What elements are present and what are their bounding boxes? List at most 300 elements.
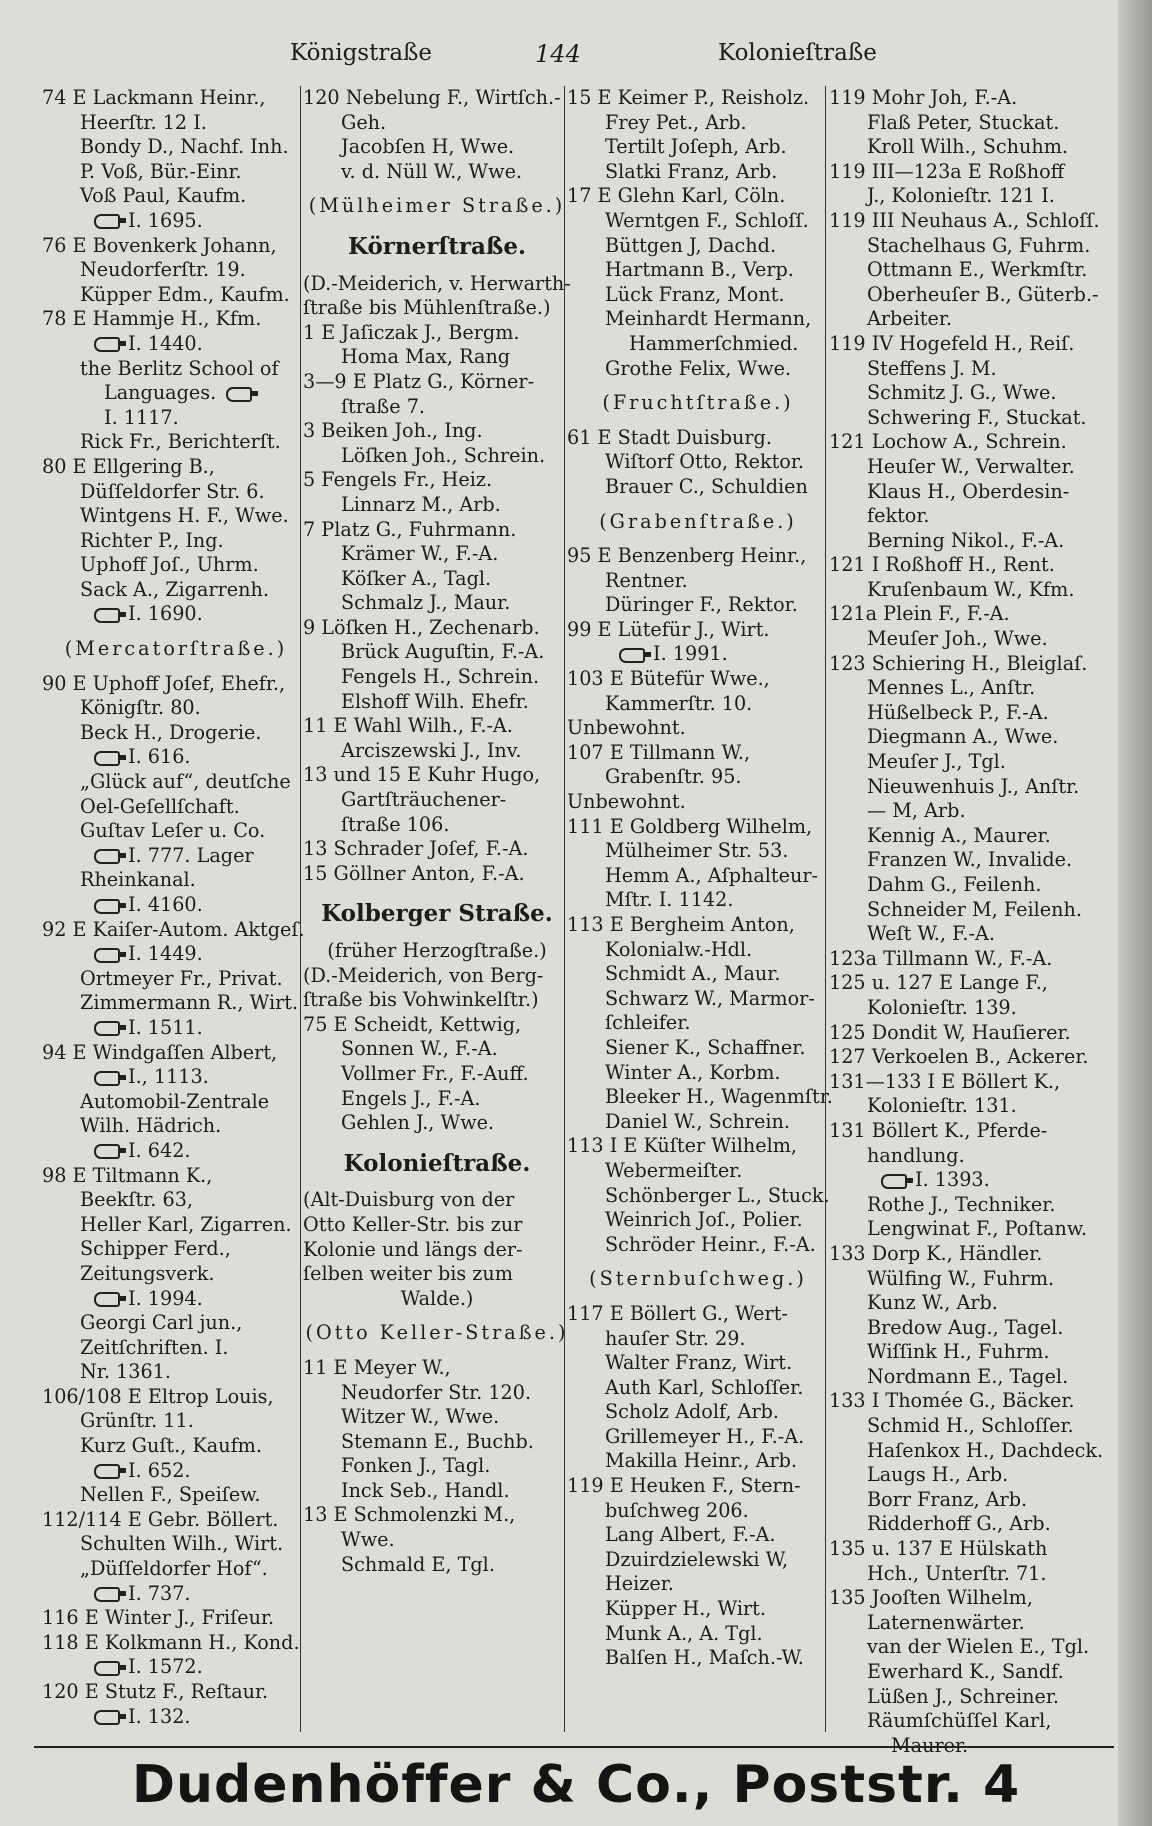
directory-entry (567, 475, 829, 500)
telephone-icon (94, 1021, 120, 1036)
directory-entry (567, 1184, 829, 1209)
entry-text: Kurz Guſt., Kaufm. (80, 1434, 262, 1458)
entry-text: Bredow Aug., Tagel. (867, 1315, 1064, 1339)
entry-text: Gehlen J., Wwe. (341, 1111, 495, 1135)
entry-text: Kolonie und längs der- (303, 1237, 523, 1261)
entry-text: Zeitungsverk. (80, 1261, 215, 1285)
footer-divider (34, 1746, 1114, 1748)
entry-text: Siener K., Schaffner. (605, 1035, 806, 1059)
entry-text: I. 1994. (128, 1286, 203, 1310)
entry-text: Meinhardt Hermann, (605, 307, 812, 331)
directory-entry (567, 1597, 829, 1622)
directory-entry (42, 480, 310, 505)
entry-text: Lück Franz, Mont. (605, 282, 785, 306)
directory-entry (303, 542, 571, 567)
directory-entry (567, 332, 829, 357)
directory-entry (829, 676, 1105, 701)
directory-entry (567, 1523, 829, 1548)
entry-text: Königſtr. 80. (80, 696, 201, 720)
entry-text: 3—9 E Platz G., Körner- (303, 369, 535, 393)
entry-text: Schmidt A., Maur. (605, 962, 781, 986)
directory-entry (303, 813, 571, 838)
entry-text: hauſer Str. 29. (605, 1326, 746, 1350)
directory-entry (303, 1111, 571, 1136)
street-heading (303, 232, 571, 260)
directory-entry (42, 1409, 310, 1434)
entry-text: Kroll Wilh., Schuhm. (867, 135, 1069, 159)
directory-entry (303, 1287, 571, 1312)
entry-text: Rick Fr., Berichterſt. (80, 430, 281, 454)
directory-entry (42, 991, 310, 1016)
entry-text: I. 4160. (128, 893, 203, 916)
entry-text: Hüßelbeck P., F.-A. (867, 700, 1049, 724)
directory-entry (567, 209, 829, 234)
entry-text: Schröder Heinr., F.-A. (605, 1232, 816, 1256)
directory-entry (42, 1582, 310, 1607)
directory-entry (303, 518, 571, 543)
directory-entry (303, 444, 571, 469)
directory-entry (42, 1680, 310, 1705)
directory-entry (829, 160, 1105, 185)
directory-entry (829, 283, 1105, 308)
entry-text: 119 IV Hogefeld H., Reiſ. (829, 331, 1075, 355)
entry-text: Fonken J., Tagl. (341, 1454, 491, 1478)
directory-entry (567, 426, 829, 451)
directory-entry (567, 1376, 829, 1401)
directory-entry (42, 1557, 310, 1582)
column-2 (303, 86, 571, 1736)
entry-text: (Sternbuſchweg.) (589, 1267, 807, 1291)
directory-entry (829, 86, 1105, 111)
directory-entry (567, 307, 829, 332)
entry-text: 90 E Uphoff Joſef, Ehefr., (42, 671, 286, 695)
entry-text: Düſſeldorfer Str. 6. (80, 479, 265, 503)
directory-entry (829, 1463, 1105, 1488)
directory-entry (567, 987, 829, 1012)
directory-entry (303, 111, 571, 136)
directory-entry (829, 332, 1105, 357)
telephone-icon (94, 1464, 120, 1479)
entry-text: Franzen W., Invalide. (867, 848, 1073, 872)
directory-entry (567, 716, 829, 741)
directory-entry (829, 750, 1105, 775)
directory-entry (829, 1709, 1105, 1734)
cross-street-note (567, 1267, 829, 1292)
directory-entry (829, 209, 1105, 234)
entry-text: Sonnen W., F.-A. (341, 1037, 498, 1061)
entry-text: Löſken Joh., Schrein. (341, 443, 546, 467)
directory-entry (829, 234, 1105, 259)
directory-entry (42, 1459, 310, 1484)
entry-text: ſchleifer. (605, 1011, 691, 1035)
entry-text: 123 Schiering H., Bleiglaſ. (829, 651, 1088, 675)
directory-entry (829, 947, 1105, 972)
entry-text: Kennig A., Maurer. (867, 823, 1051, 847)
entry-text: Kolonieſtr. 139. (867, 995, 1017, 1019)
entry-text: Languages. (104, 381, 217, 405)
directory-entry (303, 321, 571, 346)
telephone-icon (881, 1174, 907, 1189)
telephone-icon (94, 608, 120, 623)
directory-entry (829, 971, 1105, 996)
entry-text: I., 1113. (128, 1065, 209, 1089)
entry-text: 106/108 E Eltrop Louis, (42, 1384, 274, 1408)
directory-entry (829, 578, 1105, 603)
entry-text: Witzer W., Wwe. (341, 1405, 500, 1429)
directory-entry (567, 184, 829, 209)
directory-entry (567, 962, 829, 987)
directory-entry (42, 1705, 310, 1730)
directory-entry (567, 86, 829, 111)
directory-entry (42, 430, 310, 455)
directory-entry (829, 553, 1105, 578)
directory-entry (829, 480, 1105, 505)
directory-entry (829, 357, 1105, 382)
directory-entry (829, 1094, 1105, 1119)
entry-text: (D.-Meiderich, von Berg- (303, 963, 544, 987)
directory-entry (42, 1434, 310, 1459)
entry-text: Laternenwärter. (867, 1610, 1025, 1634)
entry-text: Maurer. (891, 1733, 969, 1757)
entry-text: Zimmermann R., Wirt. (80, 991, 299, 1015)
directory-entry (303, 370, 571, 395)
entry-text: Räumſchüſſel Karl, (867, 1709, 1052, 1733)
entry-text: 17 E Glehn Karl, Cöln. (567, 184, 786, 208)
entry-text: Uphoff Joſ., Uhrm. (80, 553, 259, 577)
entry-text: 121a Plein F., F.-A. (829, 602, 1010, 626)
directory-entry (567, 1622, 829, 1647)
entry-text: Schneider M, Feilenh. (867, 897, 1082, 921)
directory-entry (303, 788, 571, 813)
entry-text: Hammerſchmied. (629, 331, 799, 355)
entry-text: I. 1440. (128, 331, 203, 355)
entry-text: Kammerſtr. 10. (605, 691, 753, 715)
directory-entry (829, 1685, 1105, 1710)
entry-text: 15 Göllner Anton, F.-A. (303, 861, 525, 885)
directory-entry (42, 160, 310, 185)
directory-entry (42, 1016, 310, 1041)
directory-entry (42, 234, 310, 259)
directory-entry (303, 964, 571, 989)
entry-text: Otto Keller-Str. bis zur (303, 1212, 523, 1236)
directory-entry (303, 345, 571, 370)
entry-text: Vollmer Fr., F.-Auff. (341, 1061, 529, 1085)
page-number: 144 (535, 40, 581, 68)
entry-text: Grünſtr. 11. (80, 1409, 194, 1433)
directory-entry (567, 692, 829, 717)
directory-entry (303, 419, 571, 444)
entry-text: 113 E Bergheim Anton, (567, 913, 795, 936)
directory-entry (829, 627, 1105, 652)
entry-text: Munk A., A. Tgl. (605, 1621, 763, 1645)
entry-text: 74 E Lackmann Heinr., (42, 86, 266, 109)
entry-text: Unbewohnt. (567, 716, 686, 740)
entry-text: Guſtav Leſer u. Co. (80, 819, 266, 843)
directory-entry (303, 616, 571, 641)
entry-text: I. 1695. (128, 208, 203, 232)
directory-entry (567, 790, 829, 815)
entry-text: 131—133 I E Böllert K., (829, 1069, 1061, 1093)
directory-entry (829, 135, 1105, 160)
directory-entry (829, 873, 1105, 898)
directory-entry (42, 1631, 310, 1656)
entry-text: 95 E Benzenberg Heinr., (567, 544, 807, 568)
directory-entry (42, 307, 310, 332)
entry-text: Hch., Unterſtr. 71. (867, 1561, 1047, 1585)
entry-text: Büttgen J, Dachd. (605, 233, 777, 257)
directory-entry (567, 1233, 829, 1258)
directory-entry (303, 1087, 571, 1112)
entry-text: 98 E Tiltmann K., (42, 1163, 213, 1187)
entry-text: I. 737. (128, 1581, 191, 1605)
entry-text: ſtraße 106. (341, 812, 450, 836)
cross-street-note (567, 510, 829, 535)
directory-entry (42, 1114, 310, 1139)
directory-entry (567, 1011, 829, 1036)
entry-text: ſtraße 7. (341, 394, 426, 418)
entry-text: Ortmeyer Fr., Privat. (80, 966, 283, 990)
entry-text: Walter Franz, Wirt. (605, 1351, 793, 1375)
entry-text: (Fruchtſtraße.) (602, 391, 794, 415)
street-heading (303, 902, 571, 927)
directory-entry (303, 1528, 571, 1553)
entry-text: Linnarz M., Arb. (341, 492, 501, 516)
directory-entry (42, 209, 310, 234)
entry-text: „Düſſeldorfer Hof“. (80, 1557, 268, 1581)
entry-text: Dahm G., Feilenh. (867, 873, 1042, 896)
directory-entry (303, 86, 571, 111)
directory-entry (303, 640, 571, 665)
entry-text: 117 E Böllert G., Wert- (567, 1301, 788, 1325)
entry-text: Heuſer W., Verwalter. (867, 454, 1075, 478)
directory-entry (829, 701, 1105, 726)
entry-text: 120 E Stutz F., Reſtaur. (42, 1680, 269, 1703)
directory-entry (829, 1635, 1105, 1660)
entry-text: Arbeiter. (867, 307, 953, 331)
telephone-icon (94, 899, 120, 914)
entry-text: 113 I E Küſter Wilhelm, (567, 1134, 798, 1158)
directory-entry (42, 942, 310, 967)
entry-text: 133 Dorp K., Händler. (829, 1241, 1043, 1265)
entry-text: I. 1117. (104, 405, 179, 429)
directory-entry (303, 1381, 571, 1406)
entry-text: (Mercatorſtraße.) (64, 637, 288, 661)
directory-entry (567, 642, 829, 667)
entry-text: 94 E Windgaſſen Albert, (42, 1040, 278, 1064)
directory-entry (42, 1262, 310, 1287)
entry-text: v. d. Nüll W., Wwe. (341, 159, 523, 183)
directory-entry (42, 1532, 310, 1557)
entry-text: I. 1572. (128, 1655, 203, 1679)
entry-text: Brück Auguſtin, F.-A. (341, 640, 545, 664)
entry-text: I. 1393. (915, 1168, 990, 1192)
entry-text: Schmald E, Tgl. (341, 1552, 495, 1576)
directory-entry (829, 1242, 1105, 1267)
entry-text: ſelben weiter bis zum (303, 1262, 513, 1286)
entry-text: 127 Verkoelen B., Ackerer. (829, 1045, 1089, 1069)
directory-entry (567, 938, 829, 963)
directory-entry (567, 1548, 829, 1573)
directory-entry (829, 1070, 1105, 1095)
entry-text: Mülheimer Str. 53. (605, 839, 789, 863)
entry-text: Makilla Heinr., Arb. (605, 1449, 798, 1473)
entry-text: Lengwinat F., Poſtanw. (867, 1217, 1088, 1241)
entry-text: 5 Fengels Fr., Heiz. (303, 468, 493, 492)
directory-entry (567, 1400, 829, 1425)
directory-entry (42, 578, 310, 603)
entry-text: Diegmann A., Wwe. (867, 725, 1059, 749)
directory-entry (829, 1389, 1105, 1414)
column-3 (567, 86, 833, 1736)
entry-text: Düringer F., Rektor. (605, 593, 798, 617)
entry-text: Dzuirdzielewski W, (605, 1547, 789, 1571)
entry-text: (Mülheimer Straße.) (308, 194, 566, 218)
directory-entry (829, 430, 1105, 455)
entry-text: Neudorferſtr. 19. (80, 258, 246, 282)
directory-entry (829, 1340, 1105, 1365)
directory-entry (829, 1660, 1105, 1685)
directory-entry (829, 1611, 1105, 1636)
directory-entry (42, 529, 310, 554)
entry-text: 131 Böllert K., Pferde- (829, 1118, 1048, 1142)
entry-text: 78 E Hammje H., Kfm. (42, 307, 262, 331)
entry-text: Schönberger L., Stuck. (605, 1183, 830, 1207)
entry-text: Inck Seb., Handl. (341, 1478, 510, 1502)
directory-entry (303, 567, 571, 592)
entry-text: Borr Franz, Arb. (867, 1487, 1028, 1511)
telephone-icon (94, 1710, 120, 1725)
directory-entry (567, 864, 829, 889)
directory-entry (829, 1512, 1105, 1537)
entry-text: 119 III Neuhaus A., Schloſſ. (829, 208, 1100, 232)
directory-entry (567, 667, 829, 692)
entry-text: Weſt W., F.-A. (867, 922, 995, 946)
entry-text: Homa Max, Rang (341, 345, 511, 369)
entry-text: Heerſtr. 12 I. (80, 110, 207, 134)
entry-text: I. 642. (128, 1138, 191, 1162)
entry-text: I. 1991. (653, 642, 728, 666)
directory-entry (42, 406, 310, 431)
entry-text: Tertilt Joſeph, Arb. (605, 135, 787, 159)
entry-text: Wiſſink H., Fuhrm. (867, 1340, 1050, 1364)
entry-text: Nieuwenhuis J., Anſtr. (867, 774, 1080, 798)
directory-entry (42, 1483, 310, 1508)
entry-text: Slatki Franz, Arb. (605, 159, 778, 183)
directory-entry (303, 160, 571, 185)
directory-entry (567, 1208, 829, 1233)
entry-text: (Alt-Duisburg von der (303, 1188, 515, 1212)
entry-text: Schmalz J., Maur. (341, 591, 511, 615)
entry-text: Zeitſchriften. I. (80, 1335, 229, 1359)
entry-text: (D.-Meiderich, v. Herwarth- (303, 271, 571, 295)
entry-text: 13 und 15 E Kuhr Hugo, (303, 763, 541, 787)
entry-text: Arciszewski J., Inv. (341, 738, 522, 762)
entry-text: Frey Pet., Arb. (605, 110, 747, 134)
page-edge (1118, 0, 1152, 1826)
telephone-icon (94, 1292, 120, 1307)
directory-entry (42, 1164, 310, 1189)
entry-text: (Otto Keller-Straße.) (305, 1321, 569, 1345)
directory-entry (303, 714, 571, 739)
directory-entry (42, 381, 310, 406)
entry-text: Kruſenbaum W., Kfm. (867, 577, 1075, 601)
entry-text: Kolonieſtr. 131. (867, 1094, 1017, 1118)
entry-text: 76 E Bovenkerk Johann, (42, 233, 277, 257)
directory-entry (829, 1217, 1105, 1242)
directory-entry (567, 1134, 829, 1159)
directory-entry (567, 357, 829, 382)
entry-text: handlung. (867, 1143, 965, 1167)
directory-entry (42, 1336, 310, 1361)
entry-text: Bondy D., Nachf. Inh. (80, 135, 289, 159)
entry-text: Geh. (341, 110, 387, 134)
entry-text: Unbewohnt. (567, 790, 686, 814)
directory-entry (567, 258, 829, 283)
entry-text: Nordmann E., Tagel. (867, 1364, 1069, 1388)
directory-entry (42, 1311, 310, 1336)
directory-entry (42, 1188, 310, 1213)
entry-text: Mennes L., Anſtr. (867, 676, 1036, 700)
entry-text: Kolberger Straße. (321, 900, 553, 928)
directory-entry (303, 1262, 571, 1287)
directory-entry (303, 135, 571, 160)
directory-entry (42, 893, 310, 918)
entry-text: 107 E Tillmann W., (567, 740, 751, 764)
entry-text: 11 E Meyer W., (303, 1355, 451, 1379)
directory-entry (42, 1385, 310, 1410)
entry-text: (Grabenſtraße.) (599, 509, 797, 533)
entry-text: van der Wielen E., Tgl. (867, 1635, 1090, 1659)
directory-entry (303, 1454, 571, 1479)
directory-entry (303, 1213, 571, 1238)
entry-text: ſtraße bis Vohwinkelſtr.) (303, 988, 539, 1012)
entry-text: 99 E Lütefür J., Wirt. (567, 617, 770, 641)
directory-entry (303, 739, 571, 764)
telephone-icon (94, 751, 120, 766)
entry-text: 125 u. 127 E Lange F., (829, 971, 1048, 995)
entry-text: Heizer. (605, 1572, 674, 1596)
entry-text: 7 Platz G., Fuhrmann. (303, 517, 517, 541)
entry-text: Scholz Adolf, Arb. (605, 1400, 779, 1424)
entry-text: Werntgen F., Schloſſ. (605, 208, 809, 232)
telephone-icon (94, 214, 120, 229)
column-4 (829, 86, 1105, 1757)
directory-entry (567, 1085, 833, 1110)
directory-entry (303, 939, 571, 964)
directory-entry (303, 296, 571, 321)
entry-text: 92 E Kaiſer-Autom. Aktgeſ. (42, 917, 305, 941)
entry-text: Schmitz J. G., Wwe. (867, 381, 1057, 405)
directory-entry (42, 455, 310, 480)
directory-entry (42, 1606, 310, 1631)
directory-entry (567, 1061, 829, 1086)
directory-entry (303, 1405, 571, 1430)
entry-text: 9 Löſken H., Zechenarb. (303, 615, 540, 639)
entry-text: I. 132. (128, 1704, 191, 1728)
directory-entry (567, 1302, 829, 1327)
entry-text: I. 1690. (128, 602, 203, 626)
entry-text: I. 652. (128, 1458, 191, 1482)
entry-text: Daniel W., Schrein. (605, 1109, 790, 1133)
directory-entry (829, 799, 1105, 824)
entry-text: Küpper Edm., Kaufm. (80, 282, 290, 306)
entry-text: Winter A., Korbm. (605, 1060, 781, 1084)
directory-entry (303, 1430, 571, 1455)
entry-text: Walde.) (400, 1286, 474, 1310)
entry-text: Stachelhaus G, Fuhrm. (867, 233, 1091, 257)
entry-text: 75 E Scheidt, Kettwig, (303, 1012, 522, 1036)
cross-street-note (303, 1321, 571, 1346)
